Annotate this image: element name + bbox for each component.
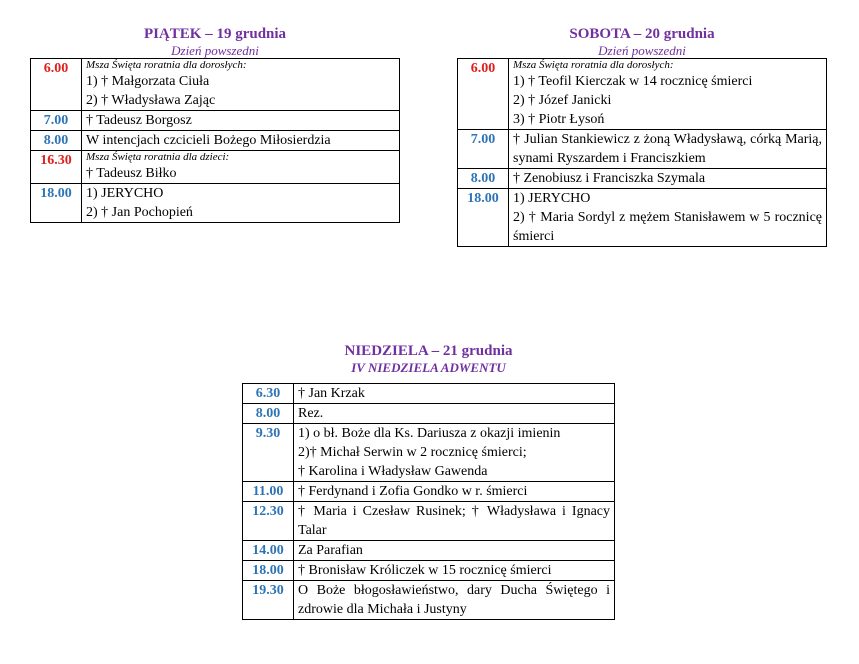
- intention-line: † Tadeusz Biłko: [86, 166, 177, 181]
- table-row: [458, 169, 827, 189]
- table-row: [243, 581, 615, 620]
- saturday-schedule-table: [457, 58, 827, 247]
- mass-time: 6.00: [458, 59, 509, 130]
- mass-intention: Za Parafian: [294, 541, 615, 561]
- mass-time: 11.00: [243, 482, 294, 502]
- table-row: [458, 59, 827, 130]
- mass-intention: † Tadeusz Borgosz: [82, 111, 400, 131]
- table-row: [243, 404, 615, 424]
- intention-line: † Karolina i Władysław Gawenda: [298, 464, 488, 479]
- table-row: [31, 111, 400, 131]
- intention-line: 2) † Józef Janicki: [513, 93, 612, 108]
- mass-intention: [82, 59, 400, 111]
- mass-intention: [509, 59, 827, 130]
- table-row: [243, 561, 615, 581]
- table-row: [243, 424, 615, 482]
- table-row: [31, 184, 400, 223]
- mass-intention: [509, 189, 827, 247]
- mass-intention: [82, 151, 400, 184]
- intention-line: 1) JERYCHO: [86, 186, 164, 201]
- mass-time: 7.00: [458, 130, 509, 169]
- intention-line: 2) † Jan Pochopień: [86, 205, 193, 220]
- intention-line: 1) JERYCHO: [513, 191, 591, 206]
- sunday-section: [242, 342, 615, 620]
- sunday-schedule-table: [242, 383, 615, 620]
- mass-note: Msza Święta roratnia dla dzieci:: [86, 151, 230, 163]
- saturday-subtitle: Dzień powszedni: [598, 43, 686, 58]
- table-row: [243, 482, 615, 502]
- mass-time: 6.30: [243, 384, 294, 404]
- mass-time: 9.30: [243, 424, 294, 482]
- mass-intention: Rez.: [294, 404, 615, 424]
- mass-intention: [294, 424, 615, 482]
- mass-intention: W intencjach czcicieli Bożego Miłosierdzia: [82, 131, 400, 151]
- mass-intention: † Maria i Czesław Rusinek; † Władysława i Ignacy Talar: [294, 502, 615, 541]
- mass-time: 18.00: [458, 189, 509, 247]
- saturday-section: [457, 25, 827, 247]
- mass-intention: † Julian Stankiewicz z żoną Władysławą, córką Marią, synami Ryszardem i Franciszkiem: [509, 130, 827, 169]
- intention-line: 2)† Michał Serwin w 2 rocznicę śmierci;: [298, 445, 527, 460]
- intention-line: 1) o bł. Boże dla Ks. Dariusza z okazji imienin: [298, 426, 561, 441]
- mass-time: 8.00: [458, 169, 509, 189]
- mass-time: 19.30: [243, 581, 294, 620]
- mass-time: 6.00: [31, 59, 82, 111]
- intention-line: 2) † Władysława Zając: [86, 93, 216, 108]
- intention-line: 1) † Małgorzata Ciuła: [86, 74, 210, 89]
- table-row: [243, 384, 615, 404]
- mass-time: 8.00: [31, 131, 82, 151]
- mass-intention: † Jan Krzak: [294, 384, 615, 404]
- table-row: [243, 541, 615, 561]
- intention-line: 1) † Teofil Kierczak w 14 rocznicę śmierci: [513, 74, 753, 89]
- mass-time: 7.00: [31, 111, 82, 131]
- friday-section: [30, 25, 400, 223]
- mass-time: 8.00: [243, 404, 294, 424]
- mass-intention: † Zenobiusz i Franciszka Szymala: [509, 169, 827, 189]
- mass-intention: O Boże błogosławieństwo, dary Ducha Świętego i zdrowie dla Michała i Justyny: [294, 581, 615, 620]
- intention-line: 2) † Maria Sordyl z mężem Stanisławem w 5 rocznicę śmierci: [513, 210, 822, 244]
- friday-subtitle: Dzień powszedni: [171, 43, 259, 58]
- table-row: [31, 131, 400, 151]
- mass-intention: [82, 184, 400, 223]
- mass-time: 14.00: [243, 541, 294, 561]
- friday-title: PIĄTEK – 19 grudnia: [143, 26, 287, 42]
- mass-time: 12.30: [243, 502, 294, 541]
- sunday-subtitle: IV NIEDZIELA ADWENTU: [351, 360, 506, 375]
- mass-time: 16.30: [31, 151, 82, 184]
- mass-intention: † Ferdynand i Zofia Gondko w r. śmierci: [294, 482, 615, 502]
- table-row: [458, 189, 827, 247]
- sunday-title: NIEDZIELA – 21 grudnia: [344, 343, 513, 359]
- table-row: [458, 130, 827, 169]
- mass-intention: † Bronisław Króliczek w 15 rocznicę śmierci: [294, 561, 615, 581]
- mass-note: Msza Święta roratnia dla dorosłych:: [86, 59, 247, 71]
- saturday-title: SOBOTA – 20 grudnia: [569, 26, 715, 42]
- mass-note: Msza Święta roratnia dla dorosłych:: [513, 59, 674, 71]
- table-row: [31, 151, 400, 184]
- intention-line: 3) † Piotr Łysoń: [513, 112, 605, 127]
- table-row: [243, 502, 615, 541]
- mass-time: 18.00: [243, 561, 294, 581]
- friday-schedule-table: [30, 58, 400, 223]
- table-row: [31, 59, 400, 111]
- mass-time: 18.00: [31, 184, 82, 223]
